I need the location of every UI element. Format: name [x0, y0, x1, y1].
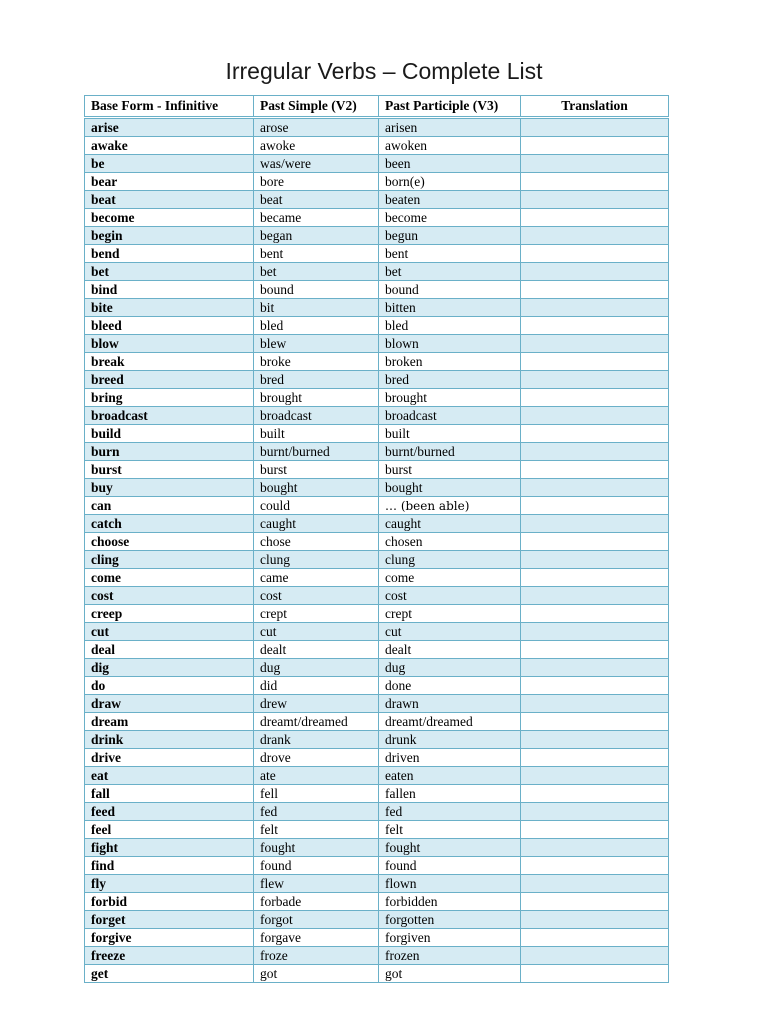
cell-translation	[521, 335, 669, 353]
table-row	[85, 407, 669, 425]
cell-base-form: burst	[85, 461, 254, 479]
cell-base-form: catch	[85, 515, 254, 533]
cell-past-participle: broadcast	[379, 407, 521, 425]
cell-past-simple: got	[254, 965, 379, 983]
cell-past-simple: brought	[254, 389, 379, 407]
cell-past-participle: dealt	[379, 641, 521, 659]
cell-past-participle: blown	[379, 335, 521, 353]
cell-past-simple: bit	[254, 299, 379, 317]
cell-base-form: draw	[85, 695, 254, 713]
cell-past-participle: dug	[379, 659, 521, 677]
table-row	[85, 371, 669, 389]
cell-past-simple: drew	[254, 695, 379, 713]
cell-translation	[521, 623, 669, 641]
cell-base-form: creep	[85, 605, 254, 623]
cell-translation	[521, 659, 669, 677]
table-row	[85, 821, 669, 839]
cell-past-simple: began	[254, 227, 379, 245]
cell-translation	[521, 875, 669, 893]
table-row	[85, 605, 669, 623]
cell-past-simple: froze	[254, 947, 379, 965]
header-base-form: Base Form - Infinitive	[85, 96, 254, 118]
cell-past-participle: drawn	[379, 695, 521, 713]
cell-translation	[521, 551, 669, 569]
cell-translation	[521, 118, 669, 137]
cell-past-simple: built	[254, 425, 379, 443]
cell-translation	[521, 299, 669, 317]
cell-past-participle: burnt/burned	[379, 443, 521, 461]
table-row	[85, 965, 669, 983]
cell-past-participle: bound	[379, 281, 521, 299]
table-row	[85, 461, 669, 479]
cell-translation	[521, 497, 669, 515]
cell-past-simple: clung	[254, 551, 379, 569]
cell-base-form: fly	[85, 875, 254, 893]
cell-translation	[521, 245, 669, 263]
table-row	[85, 677, 669, 695]
cell-base-form: freeze	[85, 947, 254, 965]
header-past-simple: Past Simple (V2)	[254, 96, 379, 118]
cell-translation	[521, 389, 669, 407]
cell-past-simple: burst	[254, 461, 379, 479]
cell-past-participle: fought	[379, 839, 521, 857]
cell-base-form: come	[85, 569, 254, 587]
cell-past-participle: cut	[379, 623, 521, 641]
cell-translation	[521, 425, 669, 443]
cell-past-simple: forbade	[254, 893, 379, 911]
table-row	[85, 335, 669, 353]
table-row	[85, 191, 669, 209]
cell-past-simple: arose	[254, 118, 379, 137]
cell-translation	[521, 695, 669, 713]
table-row	[85, 227, 669, 245]
cell-translation	[521, 443, 669, 461]
cell-base-form: fall	[85, 785, 254, 803]
cell-base-form: bend	[85, 245, 254, 263]
cell-past-simple: drank	[254, 731, 379, 749]
cell-past-participle: eaten	[379, 767, 521, 785]
table-row	[85, 155, 669, 173]
table-header-row	[85, 96, 669, 118]
cell-past-participle: come	[379, 569, 521, 587]
cell-past-simple: cost	[254, 587, 379, 605]
cell-base-form: forbid	[85, 893, 254, 911]
table-row	[85, 317, 669, 335]
cell-past-participle: broken	[379, 353, 521, 371]
cell-past-simple: became	[254, 209, 379, 227]
cell-translation	[521, 569, 669, 587]
cell-base-form: be	[85, 155, 254, 173]
cell-past-participle: frozen	[379, 947, 521, 965]
cell-past-participle: drunk	[379, 731, 521, 749]
cell-translation	[521, 137, 669, 155]
cell-past-participle: arisen	[379, 118, 521, 137]
cell-past-participle: found	[379, 857, 521, 875]
cell-past-participle: caught	[379, 515, 521, 533]
cell-past-simple: caught	[254, 515, 379, 533]
table-row	[85, 839, 669, 857]
table-row	[85, 137, 669, 155]
cell-translation	[521, 227, 669, 245]
table-row	[85, 875, 669, 893]
table-row	[85, 281, 669, 299]
cell-base-form: bet	[85, 263, 254, 281]
cell-translation	[521, 803, 669, 821]
cell-translation	[521, 173, 669, 191]
cell-past-simple: cut	[254, 623, 379, 641]
table-row	[85, 209, 669, 227]
table-row	[85, 245, 669, 263]
cell-past-participle: fed	[379, 803, 521, 821]
cell-translation	[521, 155, 669, 173]
cell-past-participle: flown	[379, 875, 521, 893]
cell-past-participle: chosen	[379, 533, 521, 551]
cell-base-form: fight	[85, 839, 254, 857]
table-row	[85, 479, 669, 497]
cell-past-simple: drove	[254, 749, 379, 767]
cell-translation	[521, 515, 669, 533]
cell-past-participle: awoken	[379, 137, 521, 155]
table-row	[85, 263, 669, 281]
cell-past-participle: bled	[379, 317, 521, 335]
cell-past-participle: born(e)	[379, 173, 521, 191]
cell-past-simple: crept	[254, 605, 379, 623]
cell-past-participle: become	[379, 209, 521, 227]
table-row	[85, 767, 669, 785]
table-row	[85, 389, 669, 407]
cell-past-participle: built	[379, 425, 521, 443]
table-row	[85, 353, 669, 371]
cell-base-form: bind	[85, 281, 254, 299]
table-row	[85, 515, 669, 533]
cell-past-participle: bent	[379, 245, 521, 263]
cell-past-participle: felt	[379, 821, 521, 839]
cell-past-simple: fell	[254, 785, 379, 803]
cell-base-form: can	[85, 497, 254, 515]
table-row	[85, 551, 669, 569]
cell-past-participle: burst	[379, 461, 521, 479]
cell-past-participle: begun	[379, 227, 521, 245]
cell-base-form: drive	[85, 749, 254, 767]
cell-translation	[521, 641, 669, 659]
irregular-verbs-table	[84, 95, 669, 983]
cell-translation	[521, 749, 669, 767]
cell-past-participle: fallen	[379, 785, 521, 803]
cell-past-participle: been	[379, 155, 521, 173]
cell-translation	[521, 263, 669, 281]
cell-translation	[521, 965, 669, 983]
cell-past-simple: dreamt/dreamed	[254, 713, 379, 731]
cell-translation	[521, 947, 669, 965]
cell-past-simple: broadcast	[254, 407, 379, 425]
table-body	[85, 118, 669, 983]
table-row	[85, 659, 669, 677]
cell-past-simple: dealt	[254, 641, 379, 659]
cell-base-form: cling	[85, 551, 254, 569]
cell-translation	[521, 209, 669, 227]
cell-translation	[521, 461, 669, 479]
cell-past-simple: was/were	[254, 155, 379, 173]
cell-base-form: arise	[85, 118, 254, 137]
cell-base-form: bear	[85, 173, 254, 191]
cell-past-simple: flew	[254, 875, 379, 893]
cell-past-simple: bore	[254, 173, 379, 191]
table-row	[85, 947, 669, 965]
page-title: Irregular Verbs – Complete List	[225, 58, 543, 84]
cell-past-simple: chose	[254, 533, 379, 551]
table-row	[85, 173, 669, 191]
table-row	[85, 587, 669, 605]
cell-base-form: broadcast	[85, 407, 254, 425]
cell-past-participle: bet	[379, 263, 521, 281]
cell-translation	[521, 533, 669, 551]
cell-base-form: awake	[85, 137, 254, 155]
table-row	[85, 857, 669, 875]
table-row	[85, 893, 669, 911]
table-row	[85, 713, 669, 731]
cell-base-form: forget	[85, 911, 254, 929]
table-row	[85, 749, 669, 767]
cell-past-simple: burnt/burned	[254, 443, 379, 461]
cell-translation	[521, 605, 669, 623]
table-row	[85, 695, 669, 713]
cell-past-simple: bled	[254, 317, 379, 335]
cell-translation	[521, 767, 669, 785]
cell-translation	[521, 479, 669, 497]
cell-past-participle: brought	[379, 389, 521, 407]
cell-past-simple: blew	[254, 335, 379, 353]
cell-base-form: choose	[85, 533, 254, 551]
cell-translation	[521, 893, 669, 911]
cell-base-form: buy	[85, 479, 254, 497]
cell-past-simple: bought	[254, 479, 379, 497]
cell-base-form: feel	[85, 821, 254, 839]
cell-translation	[521, 191, 669, 209]
cell-past-simple: did	[254, 677, 379, 695]
cell-base-form: bleed	[85, 317, 254, 335]
cell-past-simple: awoke	[254, 137, 379, 155]
table-row	[85, 911, 669, 929]
table-row	[85, 497, 669, 515]
cell-translation	[521, 407, 669, 425]
cell-base-form: do	[85, 677, 254, 695]
cell-past-simple: ate	[254, 767, 379, 785]
table-row	[85, 641, 669, 659]
cell-translation	[521, 677, 669, 695]
cell-translation	[521, 785, 669, 803]
cell-past-participle: forbidden	[379, 893, 521, 911]
cell-base-form: deal	[85, 641, 254, 659]
table-row	[85, 425, 669, 443]
cell-translation	[521, 839, 669, 857]
cell-past-participle: cost	[379, 587, 521, 605]
header-past-participle: Past Participle (V3)	[379, 96, 521, 118]
cell-base-form: cut	[85, 623, 254, 641]
cell-past-simple: felt	[254, 821, 379, 839]
cell-past-participle: forgotten	[379, 911, 521, 929]
cell-base-form: feed	[85, 803, 254, 821]
cell-base-form: become	[85, 209, 254, 227]
cell-base-form: begin	[85, 227, 254, 245]
cell-past-participle: clung	[379, 551, 521, 569]
table-row	[85, 299, 669, 317]
table-row	[85, 443, 669, 461]
cell-base-form: cost	[85, 587, 254, 605]
cell-past-participle: beaten	[379, 191, 521, 209]
cell-past-participle: bred	[379, 371, 521, 389]
cell-past-participle: bought	[379, 479, 521, 497]
cell-past-simple: fed	[254, 803, 379, 821]
cell-base-form: break	[85, 353, 254, 371]
cell-past-participle: driven	[379, 749, 521, 767]
cell-base-form: dig	[85, 659, 254, 677]
table-row	[85, 533, 669, 551]
cell-base-form: blow	[85, 335, 254, 353]
cell-base-form: find	[85, 857, 254, 875]
cell-past-participle: … (been able)	[379, 497, 521, 515]
cell-base-form: get	[85, 965, 254, 983]
table-row	[85, 623, 669, 641]
cell-translation	[521, 317, 669, 335]
cell-base-form: beat	[85, 191, 254, 209]
cell-past-simple: came	[254, 569, 379, 587]
cell-base-form: breed	[85, 371, 254, 389]
cell-past-participle: dreamt/dreamed	[379, 713, 521, 731]
cell-translation	[521, 731, 669, 749]
table-row	[85, 569, 669, 587]
cell-translation	[521, 713, 669, 731]
cell-past-simple: could	[254, 497, 379, 515]
cell-translation	[521, 587, 669, 605]
cell-translation	[521, 371, 669, 389]
cell-past-participle: crept	[379, 605, 521, 623]
cell-translation	[521, 281, 669, 299]
cell-translation	[521, 821, 669, 839]
cell-past-simple: bet	[254, 263, 379, 281]
table-row	[85, 803, 669, 821]
cell-past-simple: found	[254, 857, 379, 875]
cell-past-participle: bitten	[379, 299, 521, 317]
cell-past-simple: fought	[254, 839, 379, 857]
cell-translation	[521, 857, 669, 875]
cell-past-simple: bred	[254, 371, 379, 389]
table-row	[85, 785, 669, 803]
cell-past-simple: bent	[254, 245, 379, 263]
header-translation: Translation	[521, 96, 669, 118]
cell-base-form: eat	[85, 767, 254, 785]
cell-base-form: bring	[85, 389, 254, 407]
table-row	[85, 731, 669, 749]
cell-base-form: drink	[85, 731, 254, 749]
cell-base-form: burn	[85, 443, 254, 461]
cell-past-simple: beat	[254, 191, 379, 209]
cell-past-simple: bound	[254, 281, 379, 299]
cell-past-simple: forgot	[254, 911, 379, 929]
cell-base-form: forgive	[85, 929, 254, 947]
cell-translation	[521, 911, 669, 929]
cell-translation	[521, 353, 669, 371]
table-row	[85, 118, 669, 137]
cell-past-simple: dug	[254, 659, 379, 677]
cell-past-simple: forgave	[254, 929, 379, 947]
cell-base-form: build	[85, 425, 254, 443]
table-row	[85, 929, 669, 947]
cell-past-simple: broke	[254, 353, 379, 371]
cell-past-participle: forgiven	[379, 929, 521, 947]
cell-past-participle: got	[379, 965, 521, 983]
cell-translation	[521, 929, 669, 947]
cell-past-participle: done	[379, 677, 521, 695]
cell-base-form: dream	[85, 713, 254, 731]
cell-base-form: bite	[85, 299, 254, 317]
